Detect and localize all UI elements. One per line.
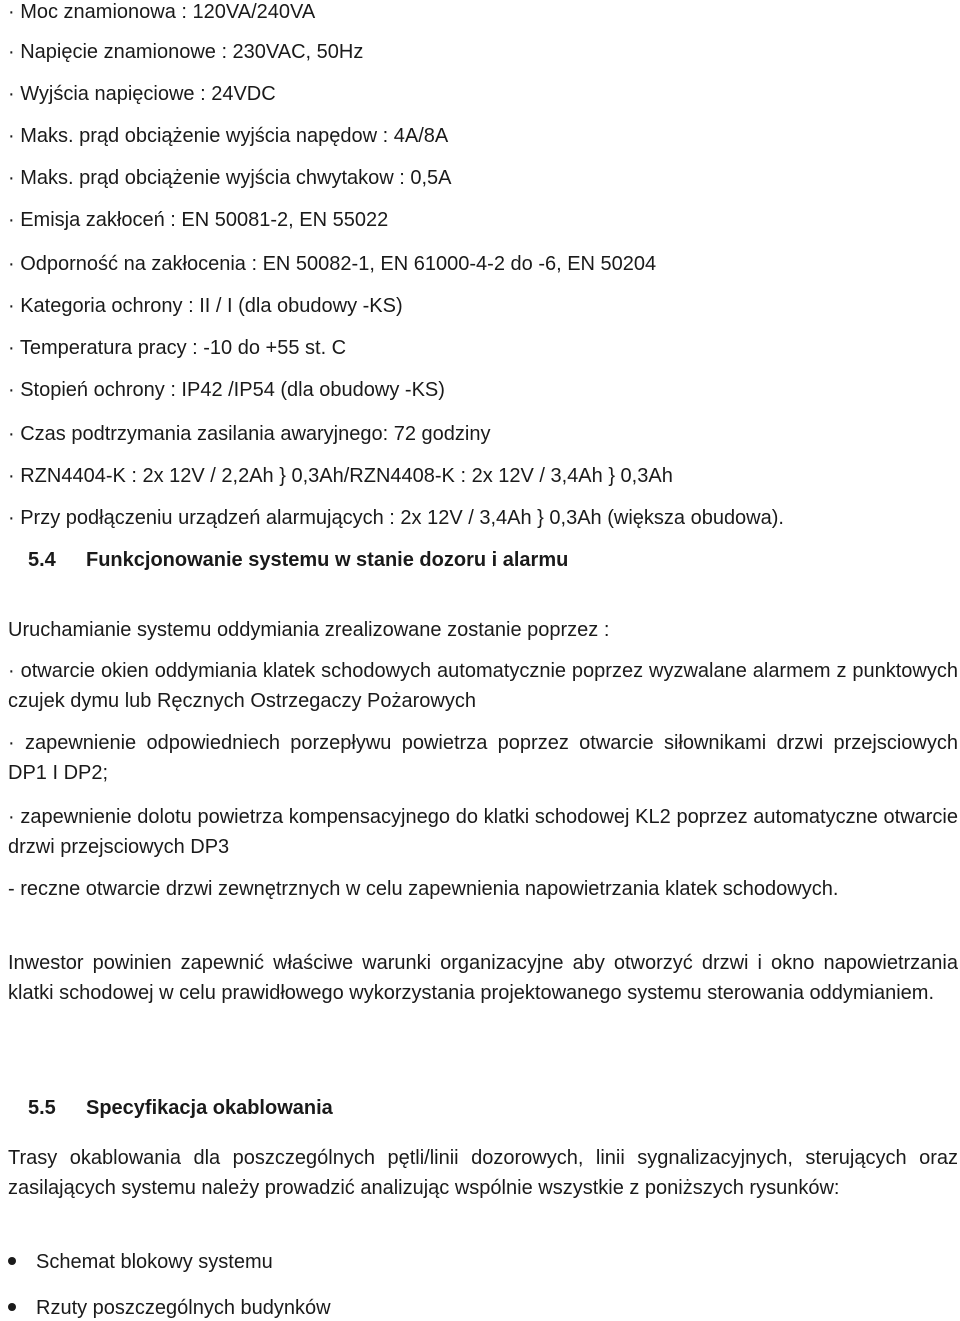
section-number: 5.5 — [28, 1097, 56, 1119]
section-title: Specyfikacja okablowania — [86, 1097, 333, 1119]
section-title: Funkcjonowanie systemu w stanie dozoru i alarmu — [86, 549, 569, 571]
list-item: · zapewnienie odpowiedniech porzepływu powietrza poprzez otwarcie siłownikami drzwi przejsciowych DP1 I DP2; — [8, 732, 958, 784]
list-item: · zapewnienie dolotu powietrza kompensacyjnego do klatki schodowej KL2 poprzez automatyczne otwarcie drzwi przejsciowych DP3 — [8, 806, 958, 858]
bullet-item — [8, 1250, 273, 1274]
bullet-icon — [8, 1303, 16, 1311]
spec-line: · Moc znamionowa : 120VA/240VA — [8, 1, 316, 23]
list-item: - reczne otwarcie drzwi zewnętrznych w celu zapewnienia napowietrzania klatek schodowych. — [8, 878, 839, 900]
list-item: · otwarcie okien oddymiania klatek schodowych automatycznie poprzez wyzwalane alarmem z punktowych czujek dymu lub Ręcznych Ostrzegaczy Pożarowych — [8, 660, 958, 712]
bullet-label: Schemat blokowy systemu — [36, 1251, 273, 1273]
spec-line: · Napięcie znamionowe : 230VAC, 50Hz — [8, 41, 364, 63]
spec-line: · RZN4404-K : 2x 12V / 2,2Ah } 0,3Ah/RZN4408-K : 2x 12V / 3,4Ah } 0,3Ah — [8, 465, 673, 487]
spec-line: · Temperatura pracy : -10 do +55 st. C — [8, 337, 347, 359]
bullet-icon — [8, 1257, 16, 1265]
bullet-item — [8, 1296, 331, 1320]
section-heading — [8, 1096, 333, 1120]
section-number: 5.4 — [28, 549, 56, 571]
section-intro: Trasy okablowania dla poszczególnych pętli/linii dozorowych, linii sygnalizacyjnych, sterujących oraz zasilających systemu należy prowadzić analizując wspólnie wszystkie z poniższych rysunków: — [8, 1147, 958, 1199]
spec-line: · Wyjścia napięciowe : 24VDC — [8, 83, 276, 105]
spec-line: · Czas podtrzymania zasilania awaryjnego: 72 godziny — [8, 423, 491, 445]
spec-line: · Emisja zakłoceń : EN 50081-2, EN 55022 — [8, 209, 389, 231]
spec-line: · Maks. prąd obciążenie wyjścia chwytakow : 0,5A — [8, 167, 452, 189]
section-intro: Uruchamianie systemu oddymiania zrealizowane zostanie poprzez : — [8, 619, 610, 641]
note-paragraph: Inwestor powinien zapewnić właściwe warunki organizacyjne aby otworzyć drzwi i okno napowietrzania klatki schodowej w celu prawidłowego wykorzystania projektowanego systemu sterowania oddymianiem. — [8, 952, 958, 1004]
spec-line: · Stopień ochrony : IP42 /IP54 (dla obudowy -KS) — [8, 379, 445, 401]
bullet-label: Rzuty poszczególnych budynków — [36, 1297, 331, 1319]
spec-line: · Odporność na zakłocenia : EN 50082-1, EN 61000-4-2 do -6, EN 50204 — [8, 253, 657, 275]
section-heading — [8, 548, 568, 572]
spec-line: · Przy podłączeniu urządzeń alarmujących : 2x 12V / 3,4Ah } 0,3Ah (większa obudowa). — [8, 507, 784, 529]
spec-line: · Maks. prąd obciążenie wyjścia napędow : 4A/8A — [8, 125, 449, 147]
spec-line: · Kategoria ochrony : II / I (dla obudowy -KS) — [8, 295, 403, 317]
